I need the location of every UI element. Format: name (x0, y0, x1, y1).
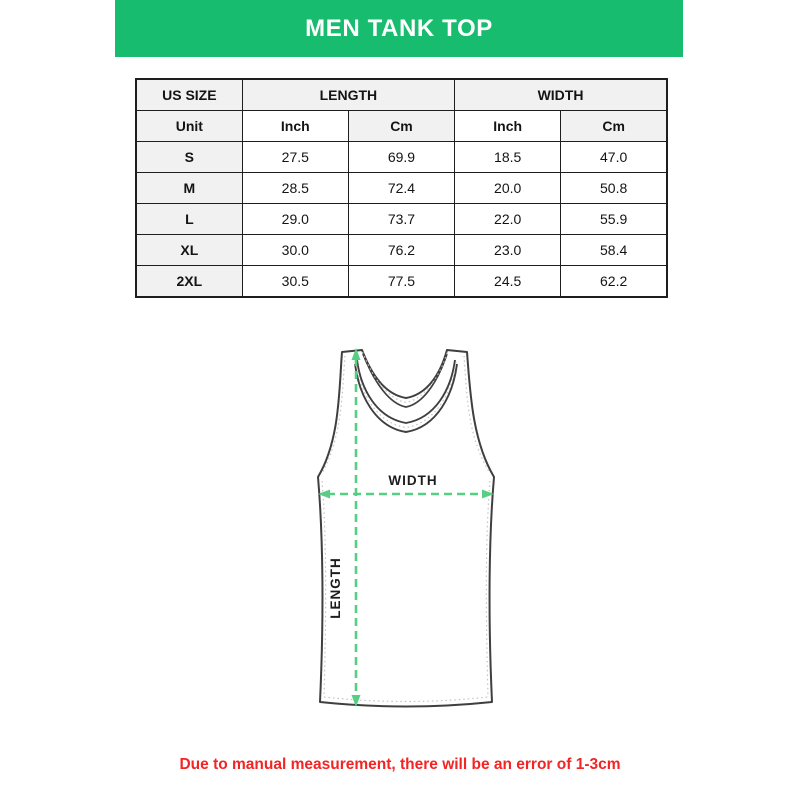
table-row (136, 142, 667, 173)
length-inch-value: 30.0 (242, 235, 348, 266)
width-inch-value: 20.0 (455, 173, 561, 204)
table-row (136, 266, 667, 298)
width-cm-header: Cm (561, 111, 667, 142)
measurement-error-note: Due to manual measurement, there will be an error of 1-3cm (179, 756, 621, 773)
col-header-length: LENGTH (242, 79, 454, 111)
length-cm-value: 77.5 (348, 266, 454, 298)
width-inch-header: Inch (455, 111, 561, 142)
size-label: L (136, 204, 242, 235)
table-header-row-1 (136, 79, 667, 111)
length-inch-value: 29.0 (242, 204, 348, 235)
col-header-width: WIDTH (455, 79, 667, 111)
length-cm-value: 73.7 (348, 204, 454, 235)
size-table (135, 78, 668, 298)
width-inch-value: 22.0 (455, 204, 561, 235)
width-cm-value: 47.0 (561, 142, 667, 173)
size-label: M (136, 173, 242, 204)
unit-header: Unit (136, 111, 242, 142)
table-row (136, 204, 667, 235)
tank-top-measurement-diagram (256, 335, 556, 725)
length-cm-header: Cm (348, 111, 454, 142)
table-header-row-2 (136, 111, 667, 142)
width-inch-value: 18.5 (455, 142, 561, 173)
length-cm-value: 72.4 (348, 173, 454, 204)
length-inch-value: 28.5 (242, 173, 348, 204)
length-cm-value: 76.2 (348, 235, 454, 266)
size-label: S (136, 142, 242, 173)
page-title: MEN TANK TOP (305, 14, 493, 42)
col-header-us-size: US SIZE (136, 79, 242, 111)
width-cm-value: 62.2 (561, 266, 667, 298)
title-banner (115, 0, 683, 57)
length-dimension-label: LENGTH (328, 557, 343, 619)
length-inch-header: Inch (242, 111, 348, 142)
width-dimension-label: WIDTH (388, 473, 438, 488)
length-inch-value: 30.5 (242, 266, 348, 298)
width-cm-value: 50.8 (561, 173, 667, 204)
size-label: XL (136, 235, 242, 266)
width-cm-value: 55.9 (561, 204, 667, 235)
width-cm-value: 58.4 (561, 235, 667, 266)
length-inch-value: 27.5 (242, 142, 348, 173)
table-row (136, 173, 667, 204)
table-row (136, 235, 667, 266)
width-inch-value: 24.5 (455, 266, 561, 298)
length-cm-value: 69.9 (348, 142, 454, 173)
width-inch-value: 23.0 (455, 235, 561, 266)
size-label: 2XL (136, 266, 242, 298)
tank-top-outline (318, 350, 494, 707)
